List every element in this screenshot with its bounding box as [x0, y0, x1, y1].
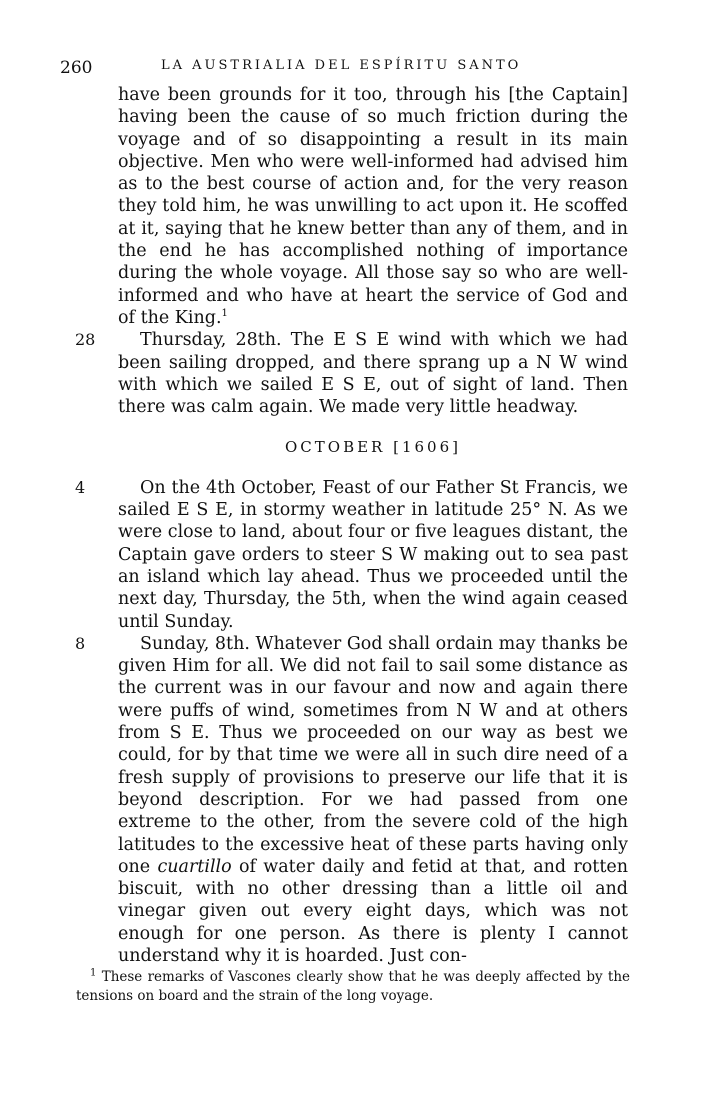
footnote-marker: 1 [90, 967, 97, 979]
paragraph-oct-4 [75, 477, 628, 633]
page-header [60, 58, 640, 82]
page-number: 260 [60, 58, 93, 78]
paragraph-text: have been grounds for it too, through his [the Captain] having been the cause of so much friction during the voyage and of so disappointing a result in its main objective. Men who were well-informed had advised him as to the best course of action and, for the very reason they told him, he was unwilling to act upon it. He scoffed at it, saying that he knew better than any of them, and in the end he has accomplished nothing of importance during the whole voyage. All those say so who are well-informed and who have at heart the service of God and of the King. [118, 85, 628, 328]
margin-date: 8 [75, 633, 86, 653]
section-heading: OCTOBER [1606] [285, 438, 461, 457]
italic-term: cuartillo [157, 856, 232, 877]
footnote [76, 968, 630, 1006]
paragraph-text: Thursday, 28th. The E S E wind with which we had been sailing dropped, and there sprang up a N W wind with which we sailed E S E, out of sight of land. Then there was calm again. We made very little headway. [118, 330, 628, 418]
margin-date: 28 [75, 330, 96, 350]
body-text [75, 84, 628, 967]
footnote-text: These remarks of Vascones clearly show that he was deeply affected by the tensions on board and the strain of the long voyage. [76, 969, 630, 1004]
running-head: LA AUSTRIALIA DEL ESPÍRITU SANTO [161, 58, 522, 73]
footnote-reference: 1 [221, 308, 228, 320]
paragraph-text-cont: of water daily and fetid at that, and rotten biscuit, with no other dressing than a little oil and vinegar given out every eight days, which was not enough for one person. As there is plenty I cannot understand why it is hoarded. Just con- [118, 856, 628, 966]
paragraph-text: On the 4th October, Feast of our Father St Francis, we sailed E S E, in stormy weather in latitude 25° N. As we were close to land, about four or five leagues distant, the Captain gave orders to steer S W making out to sea past an island which lay ahead. Thus we proceeded until the next day, Thursday, the 5th, when the wind again ceased until Sunday. [118, 477, 628, 632]
paragraph-continued [118, 84, 628, 329]
margin-date: 4 [75, 477, 86, 497]
paragraph-sept-28 [75, 329, 628, 418]
paragraph-oct-8 [75, 633, 628, 967]
paragraph-text: Sunday, 8th. Whatever God shall ordain may thanks be given Him for all. We did not fail to sail some distance as the current was in our favour and now and again there were puffs of wind, sometimes from N W and at others from S E. Thus we proceeded on our way as best we could, for by that time we were all in such dire need of a fresh supply of provisions to preserve our life that it is beyond description. For we had passed from one extreme to the other, from the severe cold of the high latitudes to the excessive heat of these parts having only one [118, 633, 628, 877]
